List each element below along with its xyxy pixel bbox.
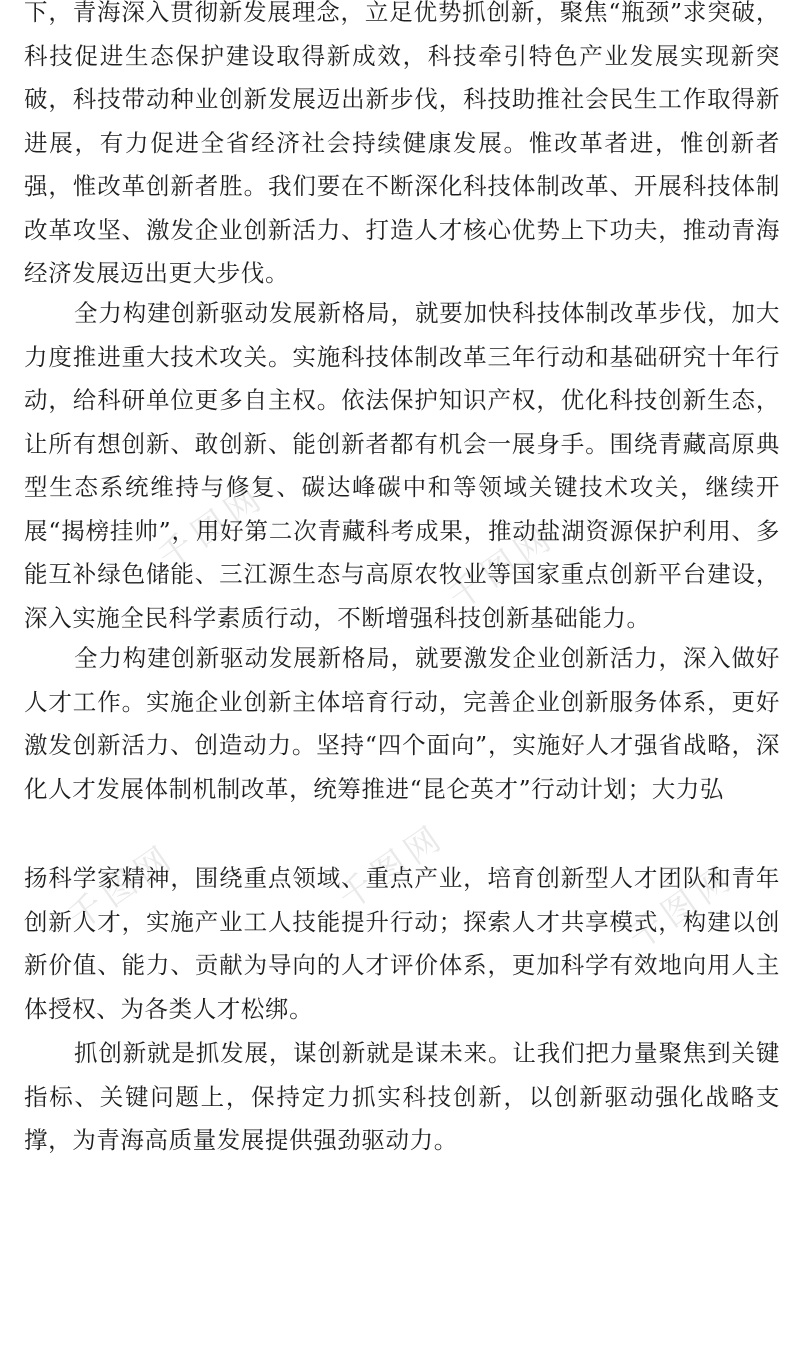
paragraph-scientist-spirit: 扬科学家精神，围绕重点领域、重点产业，培育创新型人才团队和青年创新人才，实施产业工人技能提升行动；探索人才共享模式，构建以创新价值、能力、贡献为导向的人才评价体系，更加科学有效地向用人主体授权、为各类人才松绑。 [24, 864, 780, 1023]
paragraph-reform-intro: 下，青海深入贯彻新发展理念，立足优势抓创新，聚焦“瓶颈”求突破，科技促进生态保护建设取得新成效，科技牵引特色产业发展实现新突破，科技带动种业创新发展迈出新步伐，科技助推社会民生工作取得新进展，有力促进全省经济社会持续健康发展。惟改革者进，惟创新者强，惟改革创新者胜。我们要在不断深化科技体制改革、开展科技体制改革攻坚、激发企业创新活力、打造人才核心优势上下功夫，推动青海经济发展迈出更大步伐。 [24, 0, 780, 287]
watermark: 千图网 [441, 516, 563, 619]
watermark: 千图网 [621, 856, 743, 959]
paragraph-conclusion: 抓创新就是抓发展，谋创新就是谋未来。让我们把力量聚焦到关键指标、关键问题上，保持定力抓实科技创新，以创新驱动强化战略支撑，为青海高质量发展提供强劲驱动力。 [24, 1039, 780, 1154]
paragraph-enterprise-talent: 全力构建创新驱动发展新格局，就要激发企业创新活力，深入做好人才工作。实施企业创新主体培育行动，完善企业创新服务体系，更好激发创新活力、创造动力。坚持“四个面向”，实施好人才强省战略，深化人才发展体制机制改革，统筹推进“昆仑英才”行动计划；大力弘 [24, 644, 780, 803]
watermark: 千图网 [151, 476, 273, 579]
watermark: 千图网 [331, 816, 453, 919]
watermark: 千图网 [61, 836, 183, 939]
paragraph-tech-reform: 全力构建创新驱动发展新格局，就要加快科技体制改革步伐，加大力度推进重大技术攻关。实施科技体制改革三年行动和基础研究十年行动，给科研单位更多自主权。依法保护知识产权，优化科技创新生态，让所有想创新、敢创新、能创新者都有机会一展身手。围绕青藏高原典型生态系统维持与修复、碳达峰碳中和等领域关键技术攻关，继续开展“揭榜挂帅”，用好第二次青藏科考成果，推动盐湖资源保护利用、多能互补绿色储能、三江源生态与高原农牧业等国家重点创新平台建设，深入实施全民科学素质行动，不断增强科技创新基础能力。 [24, 299, 780, 632]
